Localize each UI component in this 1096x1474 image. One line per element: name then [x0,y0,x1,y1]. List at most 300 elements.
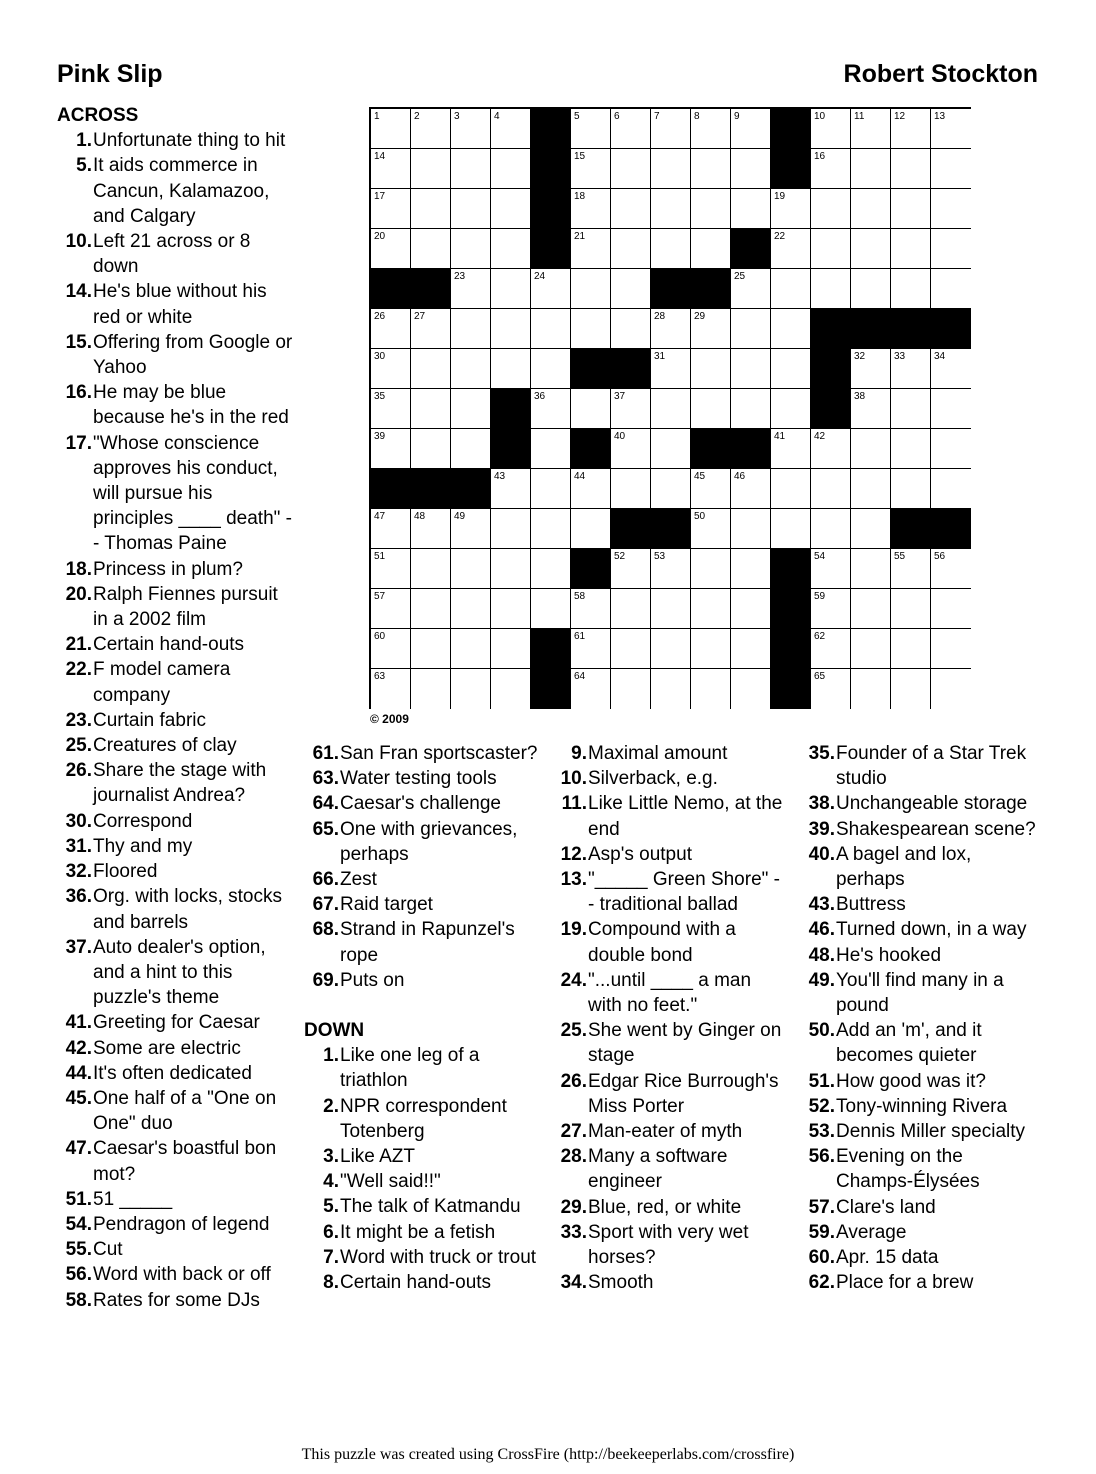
grid-cell[interactable] [731,309,771,349]
clue-text: Silverback, e.g. [588,768,718,790]
grid-cell[interactable] [371,309,411,349]
grid-cell[interactable] [411,669,451,709]
grid-cell[interactable] [771,469,811,509]
grid-cell[interactable] [571,469,611,509]
across-clue [57,1212,297,1237]
grid-cell[interactable] [371,149,411,189]
grid-cell[interactable] [651,669,691,709]
grid-cell[interactable] [651,629,691,669]
grid-cell[interactable] [891,229,931,269]
clue-text: Raid target [340,894,433,916]
grid-cell[interactable] [531,309,571,349]
grid-cell[interactable] [491,309,531,349]
grid-cell[interactable] [691,629,731,669]
clue-text: Man-eater of myth [588,1121,743,1143]
grid-cell[interactable] [451,589,491,629]
down-clue [552,968,784,1018]
clue-number: 24. [560,969,587,991]
grid-cell[interactable] [411,189,451,229]
grid-cell[interactable] [731,629,771,669]
puzzle-title: Pink Slip [57,60,163,88]
grid-cell[interactable] [771,309,811,349]
grid-cell[interactable] [811,229,851,269]
grid-cell[interactable] [451,269,491,309]
grid-cell[interactable] [931,189,971,229]
clue-text: Pendragon of legend [93,1213,270,1235]
clue-text: Water testing tools [340,768,497,790]
black-square [731,429,771,469]
cell-number: 33 [894,351,906,362]
grid-cell[interactable] [371,629,411,669]
black-square [571,549,611,589]
grid-cell[interactable] [571,629,611,669]
grid-cell[interactable] [731,589,771,629]
clue-column-1 [57,103,297,1313]
grid-cell[interactable] [731,149,771,189]
cell-number: 15 [574,151,586,162]
grid-cell[interactable] [891,269,931,309]
black-square [491,429,531,469]
clue-number: 55. [65,1239,92,1261]
across-clue [304,766,540,791]
clue-number: 58. [65,1289,92,1311]
grid-cell[interactable] [891,549,931,589]
cell-number: 17 [374,191,386,202]
grid-cell[interactable] [451,549,491,589]
clue-text: Floored [93,861,158,883]
cell-number: 61 [574,631,586,642]
grid-cell[interactable] [931,389,971,429]
down-heading: DOWN [304,1020,365,1042]
grid-cell[interactable] [651,549,691,589]
grid-cell[interactable] [611,229,651,269]
grid-cell[interactable] [411,229,451,269]
grid-cell[interactable] [851,269,891,309]
grid-cell[interactable] [931,429,971,469]
grid-cell[interactable] [811,109,851,149]
cell-number: 22 [774,231,786,242]
grid-cell[interactable] [491,549,531,589]
down-clue [800,1018,1036,1068]
clue-number: 3. [323,1146,339,1168]
grid-cell[interactable] [931,149,971,189]
grid-cell[interactable] [611,669,651,709]
clue-text: Founder of a Star Trek studio [836,743,1027,790]
grid-cell[interactable] [571,589,611,629]
clue-number: 45. [65,1087,92,1109]
grid-cell[interactable] [651,389,691,429]
grid-cell[interactable] [491,469,531,509]
grid-cell[interactable] [851,629,891,669]
grid-cell[interactable] [771,349,811,389]
grid-cell[interactable] [531,389,571,429]
grid-cell[interactable] [851,469,891,509]
grid-cell[interactable] [811,589,851,629]
clue-number: 6. [323,1221,339,1243]
grid-cell[interactable] [451,109,491,149]
grid-cell[interactable] [371,589,411,629]
grid-cell[interactable] [451,309,491,349]
clue-text: F model camera company [93,659,231,706]
grid-cell[interactable] [851,389,891,429]
cell-number: 55 [894,551,906,562]
across-clue [57,859,297,884]
black-square [731,229,771,269]
grid-cell[interactable] [771,509,811,549]
grid-cell[interactable] [891,589,931,629]
grid-cell[interactable] [451,189,491,229]
grid-cell[interactable] [451,149,491,189]
cell-number: 7 [654,111,660,122]
grid-cell[interactable] [731,509,771,549]
cell-number: 62 [814,631,826,642]
grid-cell[interactable] [651,429,691,469]
clue-number: 68. [312,919,339,941]
clue-text: Word with back or off [93,1264,271,1286]
grid-cell[interactable] [611,429,651,469]
grid-cell[interactable] [691,349,731,389]
grid-cell[interactable] [891,389,931,429]
grid-cell[interactable] [491,229,531,269]
grid-cell[interactable] [451,229,491,269]
grid-cell[interactable] [691,389,731,429]
down-clue [552,791,784,841]
grid-cell[interactable] [411,549,451,589]
grid-cell[interactable] [371,229,411,269]
grid-cell[interactable] [931,109,971,149]
grid-cell[interactable] [691,189,731,229]
grid-cell[interactable] [691,229,731,269]
footer-credit: This puzzle was created using CrossFire (http://beekeeperlabs.com/crossfire) [301,1446,795,1463]
grid-cell[interactable] [811,509,851,549]
grid-cell[interactable] [611,149,651,189]
black-square [651,509,691,549]
grid-cell[interactable] [651,589,691,629]
clue-text: Blue, red, or white [588,1196,742,1218]
grid-cell[interactable] [571,109,611,149]
clue-number: 9. [571,743,587,764]
grid-cell[interactable] [411,509,451,549]
clue-number: 53. [808,1121,835,1143]
grid-cell[interactable] [771,229,811,269]
grid-cell[interactable] [411,629,451,669]
grid-cell[interactable] [851,109,891,149]
grid-cell[interactable] [691,549,731,589]
black-square [651,269,691,309]
clue-number: 51. [65,1188,92,1210]
grid-cell[interactable] [851,589,891,629]
grid-cell[interactable] [611,389,651,429]
down-clue [800,817,1036,842]
grid-cell[interactable] [811,189,851,229]
grid-cell[interactable] [411,109,451,149]
cell-number: 46 [734,471,746,482]
grid-cell[interactable] [731,469,771,509]
grid-cell[interactable] [811,469,851,509]
clue-text: Share the stage with journalist Andrea? [93,760,267,807]
grid-cell[interactable] [611,589,651,629]
down-clue [800,1119,1036,1144]
clue-text: NPR correspondent Totenberg [340,1095,507,1142]
grid-cell[interactable] [531,269,571,309]
grid-cell[interactable] [371,549,411,589]
grid-cell[interactable] [371,389,411,429]
grid-cell[interactable] [571,669,611,709]
cell-number: 32 [854,351,866,362]
grid-cell[interactable] [411,389,451,429]
grid-cell[interactable] [571,149,611,189]
grid-cell[interactable] [851,669,891,709]
clue-number: 22. [65,659,92,681]
grid-cell[interactable] [451,349,491,389]
cell-number: 59 [814,591,826,602]
grid-cell[interactable] [491,109,531,149]
grid-cell[interactable] [811,429,851,469]
grid-cell[interactable] [731,109,771,149]
across-clue [57,632,297,657]
spacer [304,993,540,1018]
clue-number: 62. [808,1272,835,1294]
grid-cell[interactable] [651,469,691,509]
grid-cell[interactable] [731,669,771,709]
grid-cell[interactable] [891,629,931,669]
across-clue [57,1262,297,1287]
grid-cell[interactable] [771,189,811,229]
grid-cell[interactable] [611,629,651,669]
cell-number: 31 [654,351,666,362]
grid-cell[interactable] [491,269,531,309]
grid-cell[interactable] [811,669,851,709]
cell-number: 47 [374,511,386,522]
clue-number: 61. [312,743,339,764]
black-square [771,669,811,709]
clue-number: 5. [323,1196,339,1218]
clue-text: "...until ____ a man with no feet." [588,969,752,1017]
cell-number: 30 [374,351,386,362]
grid-cell[interactable] [411,149,451,189]
grid-cell[interactable] [731,349,771,389]
grid-cell[interactable] [651,229,691,269]
clue-text: It aids commerce in Cancun, Kalamazoo, and Calgary [93,155,270,227]
grid-cell[interactable] [531,469,571,509]
grid-cell[interactable] [451,429,491,469]
clue-text: Unchangeable storage [836,793,1028,815]
grid-cell[interactable] [931,269,971,309]
grid-cell[interactable] [651,109,691,149]
grid-cell[interactable] [571,269,611,309]
clue-number: 35. [808,743,835,764]
clue-column-2 [304,741,540,1295]
grid-cell[interactable] [571,189,611,229]
grid-cell[interactable] [811,269,851,309]
clue-text: Evening on the Champs-Élysées [836,1146,980,1193]
grid-cell[interactable] [371,189,411,229]
grid-cell[interactable] [531,509,571,549]
grid-cell[interactable] [891,669,931,709]
grid-cell[interactable] [691,149,731,189]
grid-cell[interactable] [411,309,451,349]
grid-cell[interactable] [691,589,731,629]
grid-cell[interactable] [731,189,771,229]
clue-number: 4. [323,1171,339,1193]
black-square [531,669,571,709]
across-clue [57,758,297,808]
grid-cell[interactable] [531,549,571,589]
grid-cell[interactable] [571,509,611,549]
grid-cell[interactable] [491,349,531,389]
grid-cell[interactable] [651,349,691,389]
grid-cell[interactable] [571,309,611,349]
grid-cell[interactable] [491,189,531,229]
grid-cell[interactable] [371,109,411,149]
grid-cell[interactable] [371,509,411,549]
clue-text: Strand in Rapunzel's rope [340,919,515,966]
grid-cell[interactable] [491,669,531,709]
grid-cell[interactable] [611,469,651,509]
grid-cell[interactable] [451,509,491,549]
grid-cell[interactable] [891,149,931,189]
grid-cell[interactable] [571,229,611,269]
grid-cell[interactable] [691,469,731,509]
grid-cell[interactable] [451,629,491,669]
black-square [571,429,611,469]
cell-number: 41 [774,431,786,442]
grid-cell[interactable] [771,269,811,309]
black-square [931,509,971,549]
grid-cell[interactable] [451,669,491,709]
down-clue [552,1270,784,1295]
clue-text: Creatures of clay [93,735,237,757]
grid-cell[interactable] [731,269,771,309]
grid-cell[interactable] [371,349,411,389]
grid-cell[interactable] [811,149,851,189]
grid-cell[interactable] [931,349,971,389]
grid-cell[interactable] [531,429,571,469]
grid-cell[interactable] [491,509,531,549]
across-heading: ACROSS [57,105,139,126]
down-clue [800,1195,1036,1220]
grid-cell[interactable] [811,629,851,669]
black-square [371,269,411,309]
clue-text: Compound with a double bond [588,919,736,966]
clue-text: Add an 'm', and it becomes quieter [836,1020,982,1067]
clue-text: Like AZT [340,1146,415,1168]
grid-cell[interactable] [731,549,771,589]
cell-number: 12 [894,111,906,122]
clue-text: Ralph Fiennes pursuit in a 2002 film [93,583,278,631]
grid-cell[interactable] [531,589,571,629]
grid-cell[interactable] [851,509,891,549]
grid-cell[interactable] [851,189,891,229]
across-clue [304,892,540,917]
down-clue [800,1144,1036,1194]
grid-cell[interactable] [651,189,691,229]
across-clue [57,1136,297,1186]
clue-number: 60. [808,1247,835,1269]
grid-cell[interactable] [891,189,931,229]
grid-cell[interactable] [931,229,971,269]
down-clue [304,1220,540,1245]
cell-number: 8 [694,111,700,122]
grid-cell[interactable] [931,469,971,509]
grid-cell[interactable] [411,429,451,469]
grid-cell[interactable] [851,429,891,469]
clue-number: 40. [808,843,835,865]
grid-cell[interactable] [491,589,531,629]
grid-cell[interactable] [571,389,611,429]
clue-number: 49. [808,969,835,991]
cell-number: 4 [494,111,500,122]
grid-cell[interactable] [451,389,491,429]
clue-number: 1. [76,130,92,152]
clue-number: 20. [65,583,92,605]
grid-cell[interactable] [691,509,731,549]
grid-cell[interactable] [491,629,531,669]
grid-cell[interactable] [891,429,931,469]
grid-cell[interactable] [491,149,531,189]
grid-cell[interactable] [611,269,651,309]
grid-cell[interactable] [851,549,891,589]
clue-text: One with grievances, perhaps [340,818,518,865]
grid-cell[interactable] [931,549,971,589]
grid-cell[interactable] [611,109,651,149]
clue-number: 39. [808,818,835,840]
grid-cell[interactable] [531,349,571,389]
clue-text: Rates for some DJs [93,1289,260,1311]
grid-cell[interactable] [651,149,691,189]
clue-column-3 [552,741,784,1295]
grid-cell[interactable] [891,109,931,149]
grid-cell[interactable] [851,149,891,189]
clue-number: 56. [65,1264,92,1286]
copyright: © 2009 [370,712,409,726]
clue-number: 29. [560,1196,587,1218]
grid-cell[interactable] [691,309,731,349]
grid-cell[interactable] [611,189,651,229]
grid-cell[interactable] [371,669,411,709]
grid-cell[interactable] [851,229,891,269]
grid-cell[interactable] [691,669,731,709]
grid-cell[interactable] [851,349,891,389]
down-clue [304,1245,540,1270]
clue-text: You'll find many in a pound [836,969,1004,1017]
clue-number: 46. [808,919,835,941]
grid-cell[interactable] [651,309,691,349]
grid-cell[interactable] [371,429,411,469]
cell-number: 18 [574,191,586,202]
cell-number: 53 [654,551,666,562]
grid-cell[interactable] [931,669,971,709]
grid-cell[interactable] [731,389,771,429]
grid-cell[interactable] [931,589,971,629]
grid-cell[interactable] [891,349,931,389]
grid-cell[interactable] [611,309,651,349]
clue-text: Turned down, in a way [836,919,1027,941]
grid-cell[interactable] [931,629,971,669]
grid-cell[interactable] [411,589,451,629]
grid-cell[interactable] [771,389,811,429]
grid-cell[interactable] [771,429,811,469]
grid-cell[interactable] [411,349,451,389]
cell-number: 16 [814,151,826,162]
grid-cell[interactable] [611,549,651,589]
grid-cell[interactable] [891,469,931,509]
grid-cell[interactable] [691,109,731,149]
across-clue [57,229,297,279]
cell-number: 24 [534,271,546,282]
grid-cell[interactable] [811,549,851,589]
cell-number: 64 [574,671,586,682]
